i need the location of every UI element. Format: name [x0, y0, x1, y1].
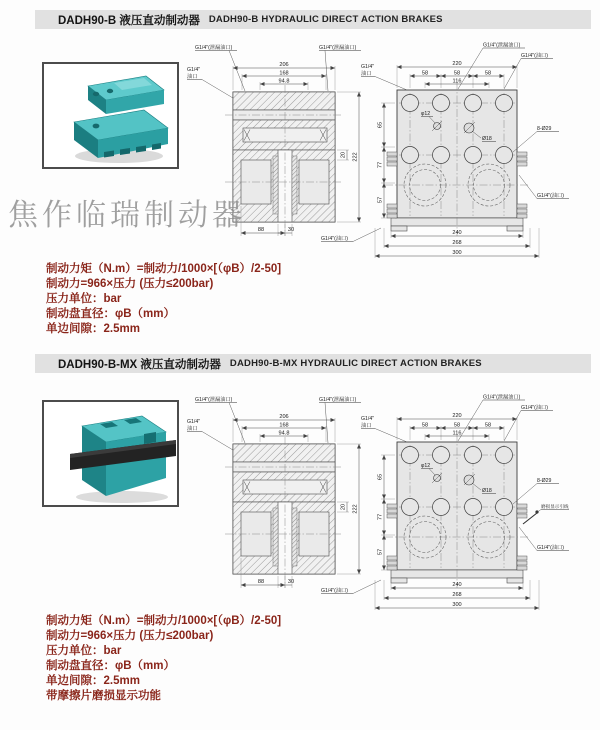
dim-77: 77 — [377, 513, 384, 521]
wear-indicator-lead — [523, 503, 569, 524]
product-photo-dadh90b-image — [44, 64, 177, 167]
dim-116: 116 — [452, 430, 462, 437]
spec-line-wear-display: 带摩擦片磨损显示功能 — [46, 690, 161, 702]
section2-title-en: DADH90-B-MX HYDRAULIC DIRECT ACTION BRAKES — [229, 358, 482, 369]
spec-line-torque: 制动力矩（N.m）=制动力/1000×[（φB）/2-50] — [46, 263, 282, 275]
label-8-holes: 8-Ø29 — [537, 478, 552, 484]
label-leak-port-topview: G1/4"(泄漏油口) — [483, 42, 521, 49]
dim-77: 77 — [377, 161, 384, 169]
product-photo-dadh90b — [42, 62, 179, 169]
dim-58a: 58 — [421, 70, 429, 77]
label-oil-port-line2: 油口 — [187, 74, 198, 80]
dim-30: 30 — [287, 227, 295, 233]
spec-line-clearance: 单边间隙：2.5mm — [46, 675, 140, 687]
dim-58b: 58 — [453, 422, 461, 429]
dim-206: 206 — [279, 414, 289, 420]
spec-line-pressure-unit: 压力单位：bar — [46, 293, 122, 305]
spec-line-pressure-unit: 压力单位：bar — [46, 645, 122, 657]
dim-94.8: 94.8 — [278, 430, 290, 437]
label-oil-port-line2: 油口 — [187, 426, 198, 432]
dim-57: 57 — [377, 196, 384, 204]
dim-58c: 58 — [484, 70, 492, 77]
section2-header-bar — [35, 354, 591, 373]
label-leak-port-topview: G1/4"(泄漏油口) — [483, 394, 521, 401]
dim-222: 222 — [352, 152, 359, 162]
label-phi12: φ12 — [421, 463, 431, 469]
dim-268: 268 — [452, 592, 462, 598]
label-8-holes: 8-Ø29 — [537, 126, 552, 132]
dim-88: 88 — [257, 227, 265, 233]
section2-title-zh: DADH90-B-MX 液压直动制动器 — [58, 358, 221, 371]
front-view — [187, 43, 381, 242]
dim-30: 30 — [287, 579, 295, 585]
dim-20: 20 — [340, 151, 347, 159]
dim-240: 240 — [452, 582, 462, 588]
dim-65: 65 — [377, 121, 384, 129]
spec-line-disc-diameter: 制动盘直径：φB（mm） — [46, 660, 175, 672]
dim-65: 65 — [377, 473, 384, 481]
label-oil-port-topright: G1/4"(油口) — [521, 53, 548, 59]
product-photo-dadh90bmx — [42, 400, 179, 507]
technical-drawing-dadh90b — [185, 40, 595, 262]
label-oil-port-right: G1/4"(油口) — [537, 193, 564, 199]
label-oil-port-bottom: G1/4"(油口) — [321, 588, 348, 594]
section2-specs — [46, 614, 281, 704]
section1-title-zh: DADH90-B 液压直动制动器 — [58, 14, 200, 27]
label-leak-port-right: G1/4"(泄漏油口) — [319, 397, 357, 403]
dim-222: 222 — [352, 504, 359, 514]
label-leak-port-left: G1/4"(泄漏油口) — [195, 45, 233, 51]
label-oil-port-line1: G1/4" — [187, 419, 201, 425]
dim-168: 168 — [279, 422, 289, 429]
dim-58b: 58 — [453, 70, 461, 77]
label-oil-port-bottom: G1/4"(油口) — [321, 236, 348, 242]
spec-line-force: 制动力=966×压力 (压力≤200bar) — [46, 278, 214, 290]
dim-220: 220 — [452, 61, 462, 67]
label-oil-port-topleft-line2: 油口 — [361, 423, 372, 429]
product-photo-dadh90bmx-image — [44, 402, 177, 505]
spec-line-clearance: 单边间隙：2.5mm — [46, 323, 140, 335]
label-phi18: Ø18 — [482, 488, 492, 494]
dim-20: 20 — [340, 503, 347, 511]
dim-58c: 58 — [484, 422, 492, 429]
dim-220: 220 — [452, 413, 462, 419]
dim-268: 268 — [452, 240, 462, 246]
label-phi18: Ø18 — [482, 136, 492, 142]
section1-header-bar — [35, 10, 591, 29]
dim-300: 300 — [452, 250, 462, 256]
dim-57: 57 — [377, 548, 384, 556]
label-oil-port-right: G1/4"(油口) — [537, 545, 564, 551]
dim-94.8: 94.8 — [278, 78, 290, 85]
section1-title-en: DADH90-B HYDRAULIC DIRECT ACTION BRAKES — [208, 14, 443, 25]
label-oil-port-topleft-line1: G1/4" — [361, 64, 375, 70]
dim-206: 206 — [279, 62, 289, 68]
label-leak-port-right: G1/4"(泄漏油口) — [319, 45, 357, 51]
dim-240: 240 — [452, 230, 462, 236]
label-phi12: φ12 — [421, 111, 431, 117]
watermark-text: 焦作临瑞制动器 — [8, 198, 246, 233]
front-view-mx — [187, 395, 381, 594]
dim-168: 168 — [279, 70, 289, 77]
label-oil-port-topright: G1/4"(油口) — [521, 405, 548, 411]
dim-88: 88 — [257, 579, 265, 585]
label-oil-port-topleft-line1: G1/4" — [361, 416, 375, 422]
spec-line-torque: 制动力矩（N.m）=制动力/1000×[（φB）/2-50] — [46, 615, 282, 627]
dim-116: 116 — [452, 78, 462, 85]
label-oil-port-line1: G1/4" — [187, 67, 201, 73]
dim-58a: 58 — [421, 422, 429, 429]
label-wear-lead: 磨损显示引线 — [541, 504, 569, 509]
dim-300: 300 — [452, 602, 462, 608]
spec-line-disc-diameter: 制动盘直径：φB（mm） — [46, 308, 175, 320]
top-view-mx — [361, 393, 569, 611]
spec-line-force: 制动力=966×压力 (压力≤200bar) — [46, 630, 214, 642]
technical-drawing-dadh90bmx — [185, 392, 595, 614]
label-leak-port-left: G1/4"(泄漏油口) — [195, 397, 233, 403]
top-view — [361, 41, 569, 259]
section1-specs — [46, 262, 281, 337]
label-oil-port-topleft-line2: 油口 — [361, 71, 372, 77]
